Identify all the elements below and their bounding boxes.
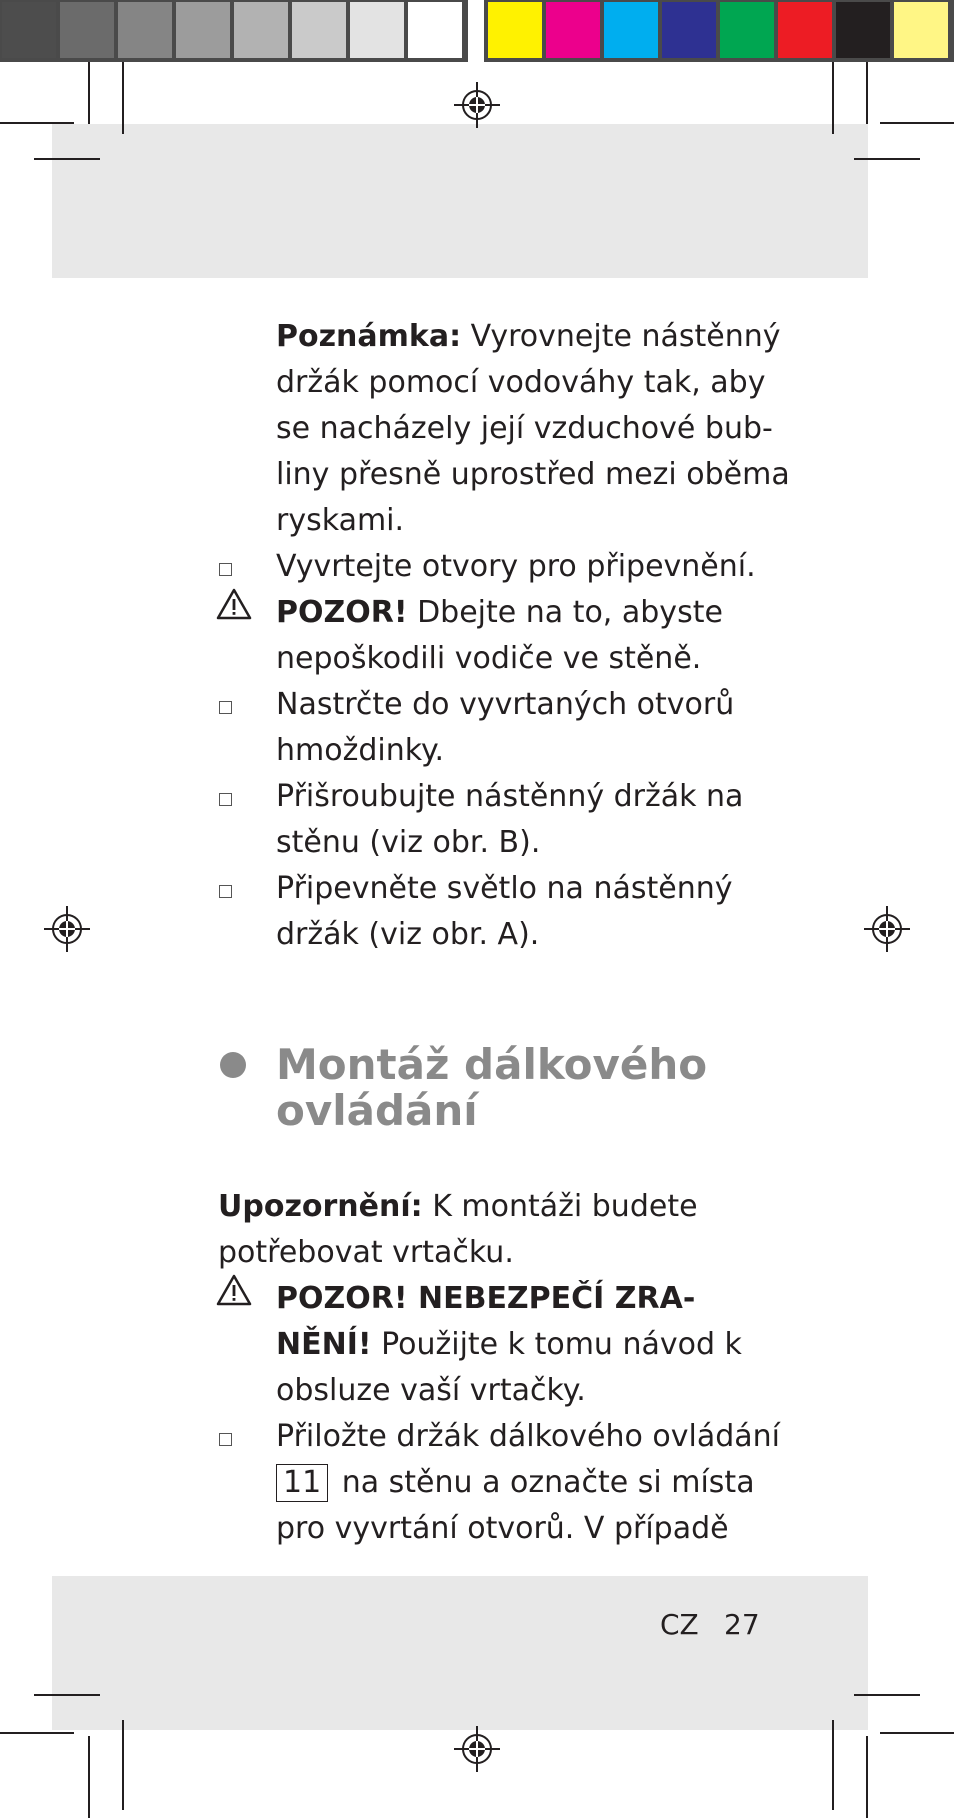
note-line: liny přesně uprostřed mezi oběma	[276, 457, 790, 492]
warning-label: POZOR! NEBEZPEČÍ ZRA-	[276, 1281, 696, 1316]
registration-mark-icon	[42, 904, 92, 954]
note-line: ryskami.	[276, 503, 405, 538]
gray-swatch	[60, 2, 114, 58]
checkbox-icon	[219, 701, 232, 714]
warning-icon	[216, 588, 252, 620]
note-line: se nacházely její vzduchové bub-	[276, 411, 773, 446]
warning-label: NĚNÍ!	[276, 1327, 372, 1362]
part-reference-number: 11	[276, 1464, 328, 1502]
gray-swatch	[234, 2, 288, 58]
gray-swatch	[176, 2, 230, 58]
step-drill-holes: Vyvrtejte otvory pro připevnění.	[276, 549, 756, 584]
note-paragraph	[276, 314, 790, 544]
section-bullet-icon	[220, 1052, 246, 1078]
print-color-bar	[0, 0, 954, 62]
step-attach-light: Připevněte světlo na nástěnný držák (viz obr. A).	[276, 871, 733, 952]
notice-label: Upozornění:	[218, 1189, 423, 1224]
registration-mark-icon	[862, 904, 912, 954]
note-line: držák pomocí vodováhy tak, aby	[276, 365, 766, 400]
note-line: Vyrovnejte nástěnný	[461, 319, 781, 354]
note-label: Poznámka:	[276, 319, 462, 354]
registration-mark-icon	[452, 80, 502, 130]
checkbox-icon	[219, 1433, 232, 1446]
step-screw-holder: Přišroubujte nástěnný držák na stěnu (viz obr. B).	[276, 779, 744, 860]
warning-injury: POZOR! NEBEZPEČÍ ZRA- NĚNÍ! Použijte k tomu návod k obsluze vaší vrtačky.	[276, 1281, 742, 1408]
color-swatch	[662, 2, 716, 58]
checkbox-icon	[219, 563, 232, 576]
gray-swatch	[118, 2, 172, 58]
step-insert-dowels: Nastrčte do vyvrtaných otvorů hmoždinky.	[276, 687, 735, 768]
gray-swatch	[2, 2, 56, 58]
bottom-gray-band	[52, 1576, 868, 1730]
checkbox-icon	[219, 885, 232, 898]
notice-paragraph: Upozornění: K montáži budete potřebovat vrtačku.	[218, 1189, 698, 1270]
warning-wires: POZOR! Dbejte na to, abyste nepoškodili vodiče ve stěně.	[276, 595, 723, 676]
color-swatch	[546, 2, 600, 58]
color-swatch	[778, 2, 832, 58]
warning-icon	[216, 1274, 252, 1306]
top-gray-band	[52, 124, 868, 278]
color-swatch	[894, 2, 948, 58]
step-mark-holes: Přiložte držák dálkového ovládání 11 na stěnu a označte si místa pro vyvrtání otvorů. V případě	[276, 1419, 780, 1546]
footer-language: CZ	[660, 1608, 699, 1641]
gray-swatch	[292, 2, 346, 58]
color-swatch	[836, 2, 890, 58]
color-swatch	[604, 2, 658, 58]
gray-swatch	[350, 2, 404, 58]
page-number: 27	[724, 1608, 760, 1641]
color-swatch	[720, 2, 774, 58]
color-swatch	[488, 2, 542, 58]
checkbox-icon	[219, 793, 232, 806]
warning-label: POZOR!	[276, 595, 408, 630]
gray-swatch	[408, 2, 462, 58]
registration-mark-icon	[452, 1724, 502, 1774]
section-title: Montáž dálkového ovládání	[276, 1040, 708, 1135]
